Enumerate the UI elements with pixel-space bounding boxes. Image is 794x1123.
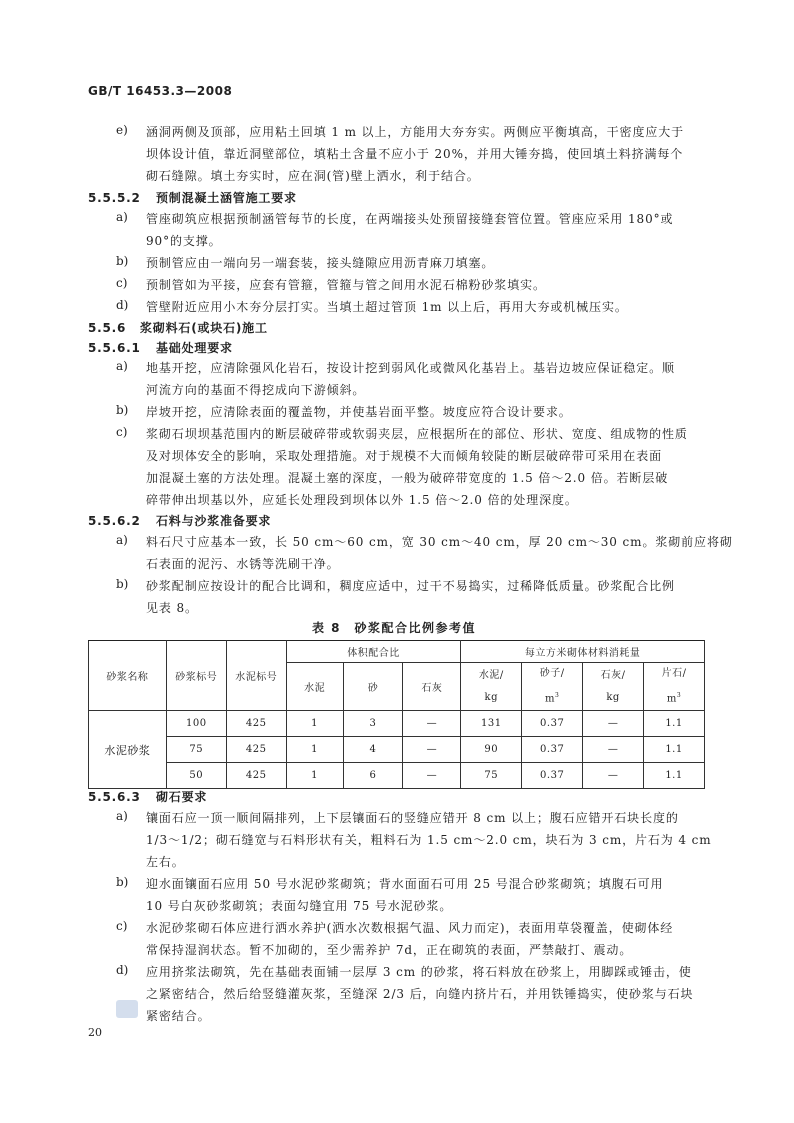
table-row <box>89 711 705 737</box>
item-label: e) <box>116 123 128 137</box>
header-cell: 石灰 <box>403 663 461 711</box>
table-cell: 75 <box>166 737 226 763</box>
paragraph-line: 水泥砂浆砌石体应进行洒水养护(洒水次数根据气温、风力而定)，表面用草袋覆盖，使砌体经 <box>146 921 674 935</box>
table-cell: 425 <box>226 763 286 789</box>
table-cell: 75 <box>461 763 522 789</box>
item-label: d) <box>116 298 129 312</box>
paragraph-line: 砂浆配制应按设计的配合比调和，稠度应适中，过干不易捣实，过稀降低质量。砂浆配合比例 <box>146 579 675 593</box>
table-cell: 1.1 <box>644 763 705 789</box>
header-cell: 片石/ $m^3$ <box>644 663 705 711</box>
table-cell: 0.37 <box>522 711 583 737</box>
stamp-logo-icon <box>116 1000 138 1018</box>
table-cell: 6 <box>343 763 403 789</box>
item-label: a) <box>116 359 128 373</box>
table-cell: — <box>403 711 461 737</box>
table-cell: — <box>583 737 644 763</box>
table-cell: 3 <box>343 711 403 737</box>
header-cell: 砂 <box>343 663 403 711</box>
paragraph-line: 石表面的泥污、水锈等洗刷干净。 <box>146 557 340 571</box>
paragraph-line: 见表 8。 <box>146 601 198 615</box>
item-label: b) <box>116 577 129 591</box>
header-cell: 砂浆名称 <box>89 641 167 711</box>
table-cell: 100 <box>166 711 226 737</box>
section-heading-5-5-6-2: 5.5.6.2 石料与沙浆准备要求 <box>88 514 272 528</box>
header-cell: 砂子/ $m^3$ <box>522 663 583 711</box>
paragraph-line: 预制管如为平接，应套有管箍，管箍与管之间用水泥石棉粉砂浆填实。 <box>146 278 546 292</box>
section-heading-5-5-6: 5.5.6 浆砌料石(或块石)施工 <box>88 321 268 335</box>
header-cell: 砂浆标号 <box>166 641 226 711</box>
table-cell: 1 <box>286 763 343 789</box>
paragraph-line: 及对坝体安全的影响，采取处理措施。对于规模不大而倾角较陡的断层破碎带可采用在表面 <box>146 449 663 463</box>
table-cell: 4 <box>343 737 403 763</box>
mortar-ratio-table <box>88 640 705 789</box>
table-cell: 90 <box>461 737 522 763</box>
table-caption: 表 8 砂浆配合比例参考值 <box>312 621 477 635</box>
paragraph-line: 1/3～1/2；砌石缝宽与石料形状有关，粗料石为 1.5 cm～2.0 cm，块石为 3 cm，片石为 4 cm <box>146 833 712 847</box>
paragraph-line: 预制管应由一端向另一端套装，接头缝隙应用沥青麻刀填塞。 <box>146 256 495 270</box>
paragraph-line: 料石尺寸应基本一致，长 50 cm～60 cm，宽 30 cm～40 cm，厚 20 cm～30 cm。浆砌前应将砌 <box>146 535 733 549</box>
group-name-cell: 水泥砂浆 <box>89 711 167 789</box>
paragraph-line: 碎带伸出坝基以外，应延长处理段到坝体以外 1.5 倍～2.0 倍的处理深度。 <box>146 493 578 507</box>
table-cell: — <box>583 763 644 789</box>
section-heading-5-5-6-3: 5.5.6.3 砌石要求 <box>88 790 208 804</box>
paragraph-line: 之紧密结合，然后给竖缝灌灰浆，至缝深 2/3 后，向缝内挤片石，并用铁锤捣实，使砂浆与石块 <box>146 987 694 1001</box>
header-cell: 水泥标号 <box>226 641 286 711</box>
header-group-cell: 体积配合比 <box>286 641 461 663</box>
item-label: a) <box>116 809 128 823</box>
paragraph-line: 地基开挖，应清除强风化岩石，按设计挖到弱风化或微风化基岩上。基岩边坡应保证稳定。顺 <box>146 361 675 375</box>
item-label: b) <box>116 403 129 417</box>
paragraph-line: 10 号白灰砂浆砌筑；表面勾缝宜用 75 号水泥砂浆。 <box>146 899 453 913</box>
paragraph-line: 涵洞两侧及顶部，应用粘土回填 1 m 以上，方能用大夯夯实。两侧应平衡填高，干密度应大于 <box>146 125 685 139</box>
table-row <box>89 763 705 789</box>
table-cell: — <box>403 737 461 763</box>
item-label: c) <box>116 276 128 290</box>
table-cell: 0.37 <box>522 763 583 789</box>
standard-number: GB/T 16453.3—2008 <box>88 84 233 98</box>
paragraph-line: 左右。 <box>146 855 185 869</box>
paragraph-line: 管壁附近应用小木夯分层打实。当填土超过管顶 1m 以上后，再用大夯或机械压实。 <box>146 300 628 314</box>
paragraph-line: 应用挤浆法砌筑，先在基础表面铺一层厚 3 cm 的砂浆，将石料放在砂浆上，用脚踩或锤击，使 <box>146 965 692 979</box>
table-cell: — <box>583 711 644 737</box>
table-cell: — <box>403 763 461 789</box>
table-cell: 1 <box>286 737 343 763</box>
table-cell: 425 <box>226 711 286 737</box>
table-cell: 50 <box>166 763 226 789</box>
paragraph-line: 浆砌石坝坝基范围内的断层破碎带或软弱夹层，应根据所在的部位、形状、宽度、组成物的性质 <box>146 427 688 441</box>
table-cell: 0.37 <box>522 737 583 763</box>
item-label: a) <box>116 533 128 547</box>
paragraph-line: 加混凝土塞的方法处理。混凝土塞的深度，一般为破碎带宽度的 1.5 倍～2.0 倍。若断层破 <box>146 471 669 485</box>
paragraph-line: 岸坡开挖，应清除表面的覆盖物，并使基岩面平整。坡度应符合设计要求。 <box>146 405 572 419</box>
item-label: c) <box>116 425 128 439</box>
item-label: d) <box>116 963 129 977</box>
paragraph-line: 紧密结合。 <box>146 1009 211 1023</box>
paragraph-line: 管座砌筑应根据预制涵管每节的长度，在两端接头处预留接缝套管位置。管座应采用 180°或 <box>146 212 674 226</box>
header-group-cell: 每立方米砌体材料消耗量 <box>461 641 705 663</box>
paragraph-line: 河流方向的基面不得挖成向下游倾斜。 <box>146 383 366 397</box>
table-cell: 1.1 <box>644 737 705 763</box>
section-heading-5-5-6-1: 5.5.6.1 基础处理要求 <box>88 341 233 355</box>
table-row <box>89 737 705 763</box>
table-cell: 1.1 <box>644 711 705 737</box>
table-cell: 1 <box>286 711 343 737</box>
item-label: a) <box>116 210 128 224</box>
item-label: c) <box>116 919 128 933</box>
table-cell: 425 <box>226 737 286 763</box>
header-cell: 水泥/ kg <box>461 663 522 711</box>
header-cell: 石灰/ kg <box>583 663 644 711</box>
paragraph-line: 镶面石应一顶一顺间隔排列，上下层镶面石的竖缝应错开 8 cm 以上；腹石应错开石块长度的 <box>146 811 679 825</box>
item-label: b) <box>116 875 129 889</box>
paragraph-line: 常保持湿润状态。暂不加砌的，至少需养护 7d，正在砌筑的表面，严禁敲打、震动。 <box>146 943 633 957</box>
paragraph-line: 砌石缝隙。填土夯实时，应在洞(管)壁上洒水，利于结合。 <box>146 169 480 183</box>
table-cell: 131 <box>461 711 522 737</box>
header-cell: 水泥 <box>286 663 343 711</box>
paragraph-line: 90°的支撑。 <box>146 234 222 248</box>
item-label: b) <box>116 254 129 268</box>
section-heading-5-5-5-2: 5.5.5.2 预制混凝土涵管施工要求 <box>88 191 297 205</box>
page-number: 20 <box>88 1026 102 1039</box>
paragraph-line: 迎水面镶面石应用 50 号水泥砂浆砌筑；背水面面石可用 25 号混合砂浆砌筑；填腹石可用 <box>146 877 664 891</box>
paragraph-line: 坝体设计值，靠近洞壁部位，填粘土含量不应小于 20%，并用大锤夯捣，使回填土料挤满每个 <box>146 147 684 161</box>
